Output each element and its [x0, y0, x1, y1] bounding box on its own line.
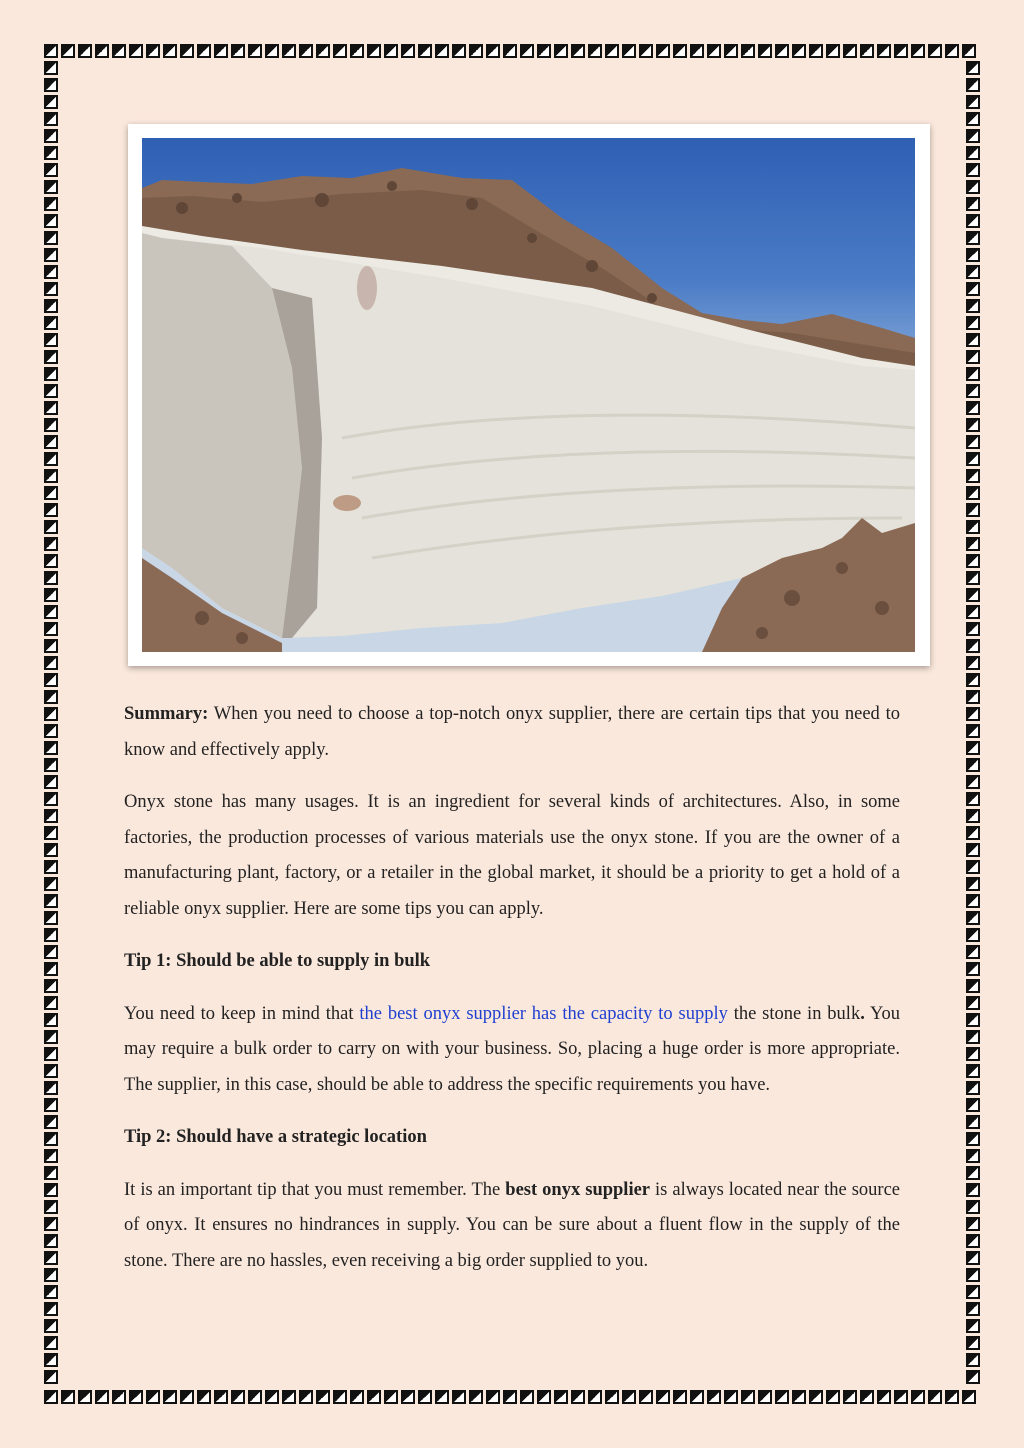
border-tile	[44, 146, 58, 160]
border-tile	[724, 44, 738, 58]
border-tile	[146, 1390, 160, 1404]
border-tile	[350, 1390, 364, 1404]
border-tile	[44, 1064, 58, 1078]
tip-1-text-before: You need to keep in mind that	[124, 1003, 360, 1024]
border-tile	[44, 1234, 58, 1248]
border-tile	[966, 894, 980, 908]
border-tile	[316, 44, 330, 58]
border-tile	[966, 231, 980, 245]
tip-1-bold-dot: .	[860, 1003, 865, 1024]
tip-2-text-after: is always located near the source of onyx. It ensures no hindrances in supply. You can be sure about a fluent flow in the supply of the stone. There are no hassles, even receiving a big order supplied to you.	[124, 1179, 900, 1271]
border-tile	[44, 673, 58, 687]
border-tile	[707, 1390, 721, 1404]
border-tile	[44, 588, 58, 602]
border-tile	[44, 537, 58, 551]
border-tile	[384, 44, 398, 58]
tip-2-bold-text: best onyx supplier	[505, 1179, 651, 1200]
border-tile	[44, 95, 58, 109]
border-tile	[112, 1390, 126, 1404]
border-tile	[44, 367, 58, 381]
border-tile	[966, 333, 980, 347]
border-tile	[44, 265, 58, 279]
border-tile	[966, 1183, 980, 1197]
tip-1-link[interactable]: the best onyx supplier has the capacity to supply	[359, 1003, 728, 1024]
border-tile	[44, 1132, 58, 1146]
border-tile	[520, 1390, 534, 1404]
border-tile	[44, 639, 58, 653]
border-tile	[966, 605, 980, 619]
border-tile	[966, 367, 980, 381]
border-tile	[452, 44, 466, 58]
border-tile	[966, 996, 980, 1010]
border-tile	[966, 146, 980, 160]
border-tile	[44, 1081, 58, 1095]
tip-1-text-mid: the stone in bulk	[727, 1003, 861, 1024]
border-tile	[966, 180, 980, 194]
border-tile	[44, 520, 58, 534]
border-tile	[758, 44, 772, 58]
border-tile	[44, 860, 58, 874]
border-tile	[333, 44, 347, 58]
border-tile	[129, 1390, 143, 1404]
border-tile	[826, 44, 840, 58]
border-tile	[44, 1319, 58, 1333]
border-tile	[809, 1390, 823, 1404]
border-tile	[44, 248, 58, 262]
border-tile	[197, 44, 211, 58]
border-tile	[44, 962, 58, 976]
border-tile	[44, 571, 58, 585]
border-tile	[966, 962, 980, 976]
border-tile	[265, 44, 279, 58]
border-tile	[231, 44, 245, 58]
border-tile	[966, 639, 980, 653]
border-tile	[44, 1098, 58, 1112]
border-tile	[966, 282, 980, 296]
border-tile	[966, 1370, 980, 1384]
border-tile	[520, 44, 534, 58]
border-tile	[44, 469, 58, 483]
border-tile	[44, 1217, 58, 1231]
tip-2-text-before: It is an important tip that you must remember. The	[124, 1179, 506, 1200]
border-tile	[435, 1390, 449, 1404]
border-tile	[44, 282, 58, 296]
border-tile	[588, 44, 602, 58]
border-tile	[966, 554, 980, 568]
border-tile	[966, 724, 980, 738]
border-tile	[877, 1390, 891, 1404]
border-tile	[894, 1390, 908, 1404]
border-tile	[367, 1390, 381, 1404]
border-tile	[966, 758, 980, 772]
border-tile	[966, 1081, 980, 1095]
border-tile	[44, 1251, 58, 1265]
border-tile	[44, 945, 58, 959]
border-tile	[44, 44, 58, 58]
border-tile	[966, 1200, 980, 1214]
border-tile	[248, 1390, 262, 1404]
border-tile	[605, 44, 619, 58]
border-tile	[44, 231, 58, 245]
border-tile	[282, 44, 296, 58]
border-tile	[966, 78, 980, 92]
border-tile	[966, 877, 980, 891]
border-tile	[95, 1390, 109, 1404]
border-tile	[945, 1390, 959, 1404]
border-tile	[350, 44, 364, 58]
border-tile	[966, 112, 980, 126]
border-tile	[44, 1268, 58, 1282]
border-tile	[826, 1390, 840, 1404]
border-tile	[452, 1390, 466, 1404]
border-tile	[775, 44, 789, 58]
summary-paragraph	[124, 697, 900, 768]
border-tile	[843, 1390, 857, 1404]
border-tile	[966, 197, 980, 211]
border-tile	[44, 809, 58, 823]
border-tile	[163, 1390, 177, 1404]
page-border-left	[44, 61, 58, 1384]
border-tile	[44, 656, 58, 670]
border-tile	[877, 44, 891, 58]
border-tile	[44, 792, 58, 806]
border-tile	[690, 1390, 704, 1404]
border-tile	[44, 1047, 58, 1061]
border-tile	[44, 1336, 58, 1350]
onyx-block-illustration	[142, 138, 915, 652]
border-tile	[894, 44, 908, 58]
border-tile	[44, 316, 58, 330]
tip-1-paragraph	[124, 997, 900, 1104]
summary-text: When you need to choose a top-notch onyx supplier, there are certain tips that you need to know and effectively apply.	[124, 704, 900, 760]
border-tile	[966, 1268, 980, 1282]
border-tile	[928, 44, 942, 58]
border-tile	[44, 180, 58, 194]
border-tile	[962, 44, 976, 58]
border-tile	[966, 979, 980, 993]
border-tile	[966, 622, 980, 636]
border-tile	[44, 1302, 58, 1316]
border-tile	[605, 1390, 619, 1404]
border-tile	[966, 1285, 980, 1299]
tip-1-text-after: You may require a bulk order to carry on with your business. So, placing a huge order is more appropriate. The supplier, in this case, should be able to address the specific requirements you have.	[124, 1003, 901, 1095]
border-tile	[966, 435, 980, 449]
border-tile	[966, 945, 980, 959]
border-tile	[966, 928, 980, 942]
border-tile	[486, 1390, 500, 1404]
border-tile	[44, 707, 58, 721]
border-tile	[966, 129, 980, 143]
border-tile	[44, 775, 58, 789]
border-tile	[44, 350, 58, 364]
border-tile	[418, 44, 432, 58]
border-tile	[44, 1166, 58, 1180]
border-tile	[112, 44, 126, 58]
border-tile	[911, 1390, 925, 1404]
border-tile	[44, 1149, 58, 1163]
border-tile	[639, 44, 653, 58]
border-tile	[61, 1390, 75, 1404]
border-tile	[966, 1336, 980, 1350]
border-tile	[945, 44, 959, 58]
border-tile	[44, 486, 58, 500]
border-tile	[966, 588, 980, 602]
border-tile	[44, 1013, 58, 1027]
border-tile	[966, 911, 980, 925]
border-tile	[966, 707, 980, 721]
border-tile	[966, 809, 980, 823]
border-tile	[333, 1390, 347, 1404]
border-tile	[44, 1370, 58, 1384]
border-tile	[44, 1183, 58, 1197]
border-tile	[44, 894, 58, 908]
border-tile	[129, 44, 143, 58]
border-tile	[44, 1115, 58, 1129]
border-tile	[792, 1390, 806, 1404]
border-tile	[571, 1390, 585, 1404]
border-tile	[44, 741, 58, 755]
summary-label: Summary:	[124, 704, 209, 724]
border-tile	[966, 503, 980, 517]
border-tile	[843, 44, 857, 58]
border-tile	[639, 1390, 653, 1404]
border-tile	[44, 1285, 58, 1299]
border-tile	[44, 61, 58, 75]
border-tile	[401, 1390, 415, 1404]
border-tile	[966, 265, 980, 279]
border-tile	[44, 758, 58, 772]
border-tile	[197, 1390, 211, 1404]
border-tile	[299, 1390, 313, 1404]
border-tile	[966, 741, 980, 755]
border-tile	[966, 690, 980, 704]
border-tile	[966, 1234, 980, 1248]
border-tile	[44, 877, 58, 891]
border-tile	[44, 996, 58, 1010]
border-tile	[966, 537, 980, 551]
border-tile	[78, 1390, 92, 1404]
border-tile	[966, 384, 980, 398]
border-tile	[966, 1251, 980, 1265]
onyx-block-photo	[142, 138, 915, 652]
border-tile	[911, 44, 925, 58]
border-tile	[44, 418, 58, 432]
border-tile	[44, 401, 58, 415]
border-tile	[537, 44, 551, 58]
border-tile	[44, 129, 58, 143]
border-tile	[724, 1390, 738, 1404]
border-tile	[44, 1353, 58, 1367]
border-tile	[741, 1390, 755, 1404]
border-tile	[966, 469, 980, 483]
border-tile	[44, 911, 58, 925]
border-tile	[966, 1166, 980, 1180]
border-tile	[707, 44, 721, 58]
border-tile	[44, 503, 58, 517]
border-tile	[248, 44, 262, 58]
border-tile	[656, 1390, 670, 1404]
border-tile	[966, 95, 980, 109]
border-tile	[282, 1390, 296, 1404]
border-tile	[928, 1390, 942, 1404]
border-tile	[537, 1390, 551, 1404]
border-tile	[622, 44, 636, 58]
border-tile	[95, 44, 109, 58]
border-tile	[966, 673, 980, 687]
border-tile	[44, 197, 58, 211]
photo-frame	[128, 124, 930, 666]
border-tile	[966, 843, 980, 857]
border-tile	[44, 435, 58, 449]
border-tile	[673, 1390, 687, 1404]
border-tile	[44, 724, 58, 738]
page-border-right	[966, 61, 980, 1384]
border-tile	[966, 656, 980, 670]
border-tile	[966, 214, 980, 228]
border-tile	[966, 1013, 980, 1027]
border-tile	[214, 44, 228, 58]
border-tile	[966, 1217, 980, 1231]
border-tile	[486, 44, 500, 58]
border-tile	[966, 1302, 980, 1316]
border-tile	[146, 44, 160, 58]
border-tile	[44, 690, 58, 704]
border-tile	[966, 1064, 980, 1078]
border-tile	[469, 1390, 483, 1404]
border-tile	[966, 418, 980, 432]
border-tile	[690, 44, 704, 58]
border-tile	[44, 1030, 58, 1044]
border-tile	[503, 44, 517, 58]
border-tile	[44, 384, 58, 398]
border-tile	[792, 44, 806, 58]
border-tile	[962, 1390, 976, 1404]
border-tile	[44, 112, 58, 126]
border-tile	[554, 44, 568, 58]
border-tile	[44, 1390, 58, 1404]
border-tile	[44, 452, 58, 466]
border-tile	[741, 44, 755, 58]
border-tile	[966, 826, 980, 840]
border-tile	[554, 1390, 568, 1404]
border-tile	[435, 44, 449, 58]
article-body	[124, 697, 900, 1296]
border-tile	[966, 1047, 980, 1061]
border-tile	[966, 248, 980, 262]
border-tile	[265, 1390, 279, 1404]
border-tile	[966, 860, 980, 874]
border-tile	[966, 163, 980, 177]
border-tile	[367, 44, 381, 58]
border-tile	[656, 44, 670, 58]
border-tile	[44, 554, 58, 568]
border-tile	[588, 1390, 602, 1404]
border-tile	[44, 622, 58, 636]
border-tile	[966, 350, 980, 364]
border-tile	[860, 44, 874, 58]
border-tile	[966, 520, 980, 534]
border-tile	[673, 44, 687, 58]
border-tile	[966, 571, 980, 585]
border-tile	[299, 44, 313, 58]
border-tile	[44, 928, 58, 942]
border-tile	[44, 843, 58, 857]
border-tile	[966, 775, 980, 789]
border-tile	[966, 792, 980, 806]
border-tile	[44, 163, 58, 177]
border-tile	[860, 1390, 874, 1404]
page-border-top	[44, 44, 976, 58]
border-tile	[44, 333, 58, 347]
border-tile	[966, 1319, 980, 1333]
border-tile	[469, 44, 483, 58]
border-tile	[966, 299, 980, 313]
border-tile	[809, 44, 823, 58]
tip-1-heading: Tip 1: Should be able to supply in bulk	[124, 951, 431, 971]
border-tile	[966, 61, 980, 75]
border-tile	[966, 452, 980, 466]
border-tile	[44, 78, 58, 92]
border-tile	[401, 44, 415, 58]
border-tile	[966, 1115, 980, 1129]
tip-2-heading: Tip 2: Should have a strategic location	[124, 1127, 427, 1147]
border-tile	[418, 1390, 432, 1404]
border-tile	[966, 1132, 980, 1146]
border-tile	[622, 1390, 636, 1404]
border-tile	[44, 826, 58, 840]
border-tile	[44, 979, 58, 993]
border-tile	[78, 44, 92, 58]
border-tile	[316, 1390, 330, 1404]
border-tile	[180, 44, 194, 58]
border-tile	[44, 214, 58, 228]
border-tile	[61, 44, 75, 58]
border-tile	[966, 1098, 980, 1112]
intro-paragraph: Onyx stone has many usages. It is an ingredient for several kinds of architectures. Also, in some factories, the production processes of various materials use the onyx stone. If you are the owner of a manufacturing plant, factory, or a retailer in the global market, it should be a priority to get a hold of a reliable onyx supplier. Here are some tips you can apply.	[124, 792, 900, 919]
border-tile	[966, 1353, 980, 1367]
border-tile	[966, 401, 980, 415]
border-tile	[503, 1390, 517, 1404]
border-tile	[384, 1390, 398, 1404]
border-tile	[775, 1390, 789, 1404]
border-tile	[44, 1200, 58, 1214]
border-tile	[44, 299, 58, 313]
border-tile	[966, 486, 980, 500]
border-tile	[966, 1149, 980, 1163]
tip-2-paragraph	[124, 1173, 900, 1280]
border-tile	[966, 316, 980, 330]
border-tile	[180, 1390, 194, 1404]
border-tile	[214, 1390, 228, 1404]
border-tile	[571, 44, 585, 58]
page-border-bottom	[44, 1390, 976, 1404]
border-tile	[163, 44, 177, 58]
border-tile	[231, 1390, 245, 1404]
border-tile	[758, 1390, 772, 1404]
border-tile	[966, 1030, 980, 1044]
border-tile	[44, 605, 58, 619]
